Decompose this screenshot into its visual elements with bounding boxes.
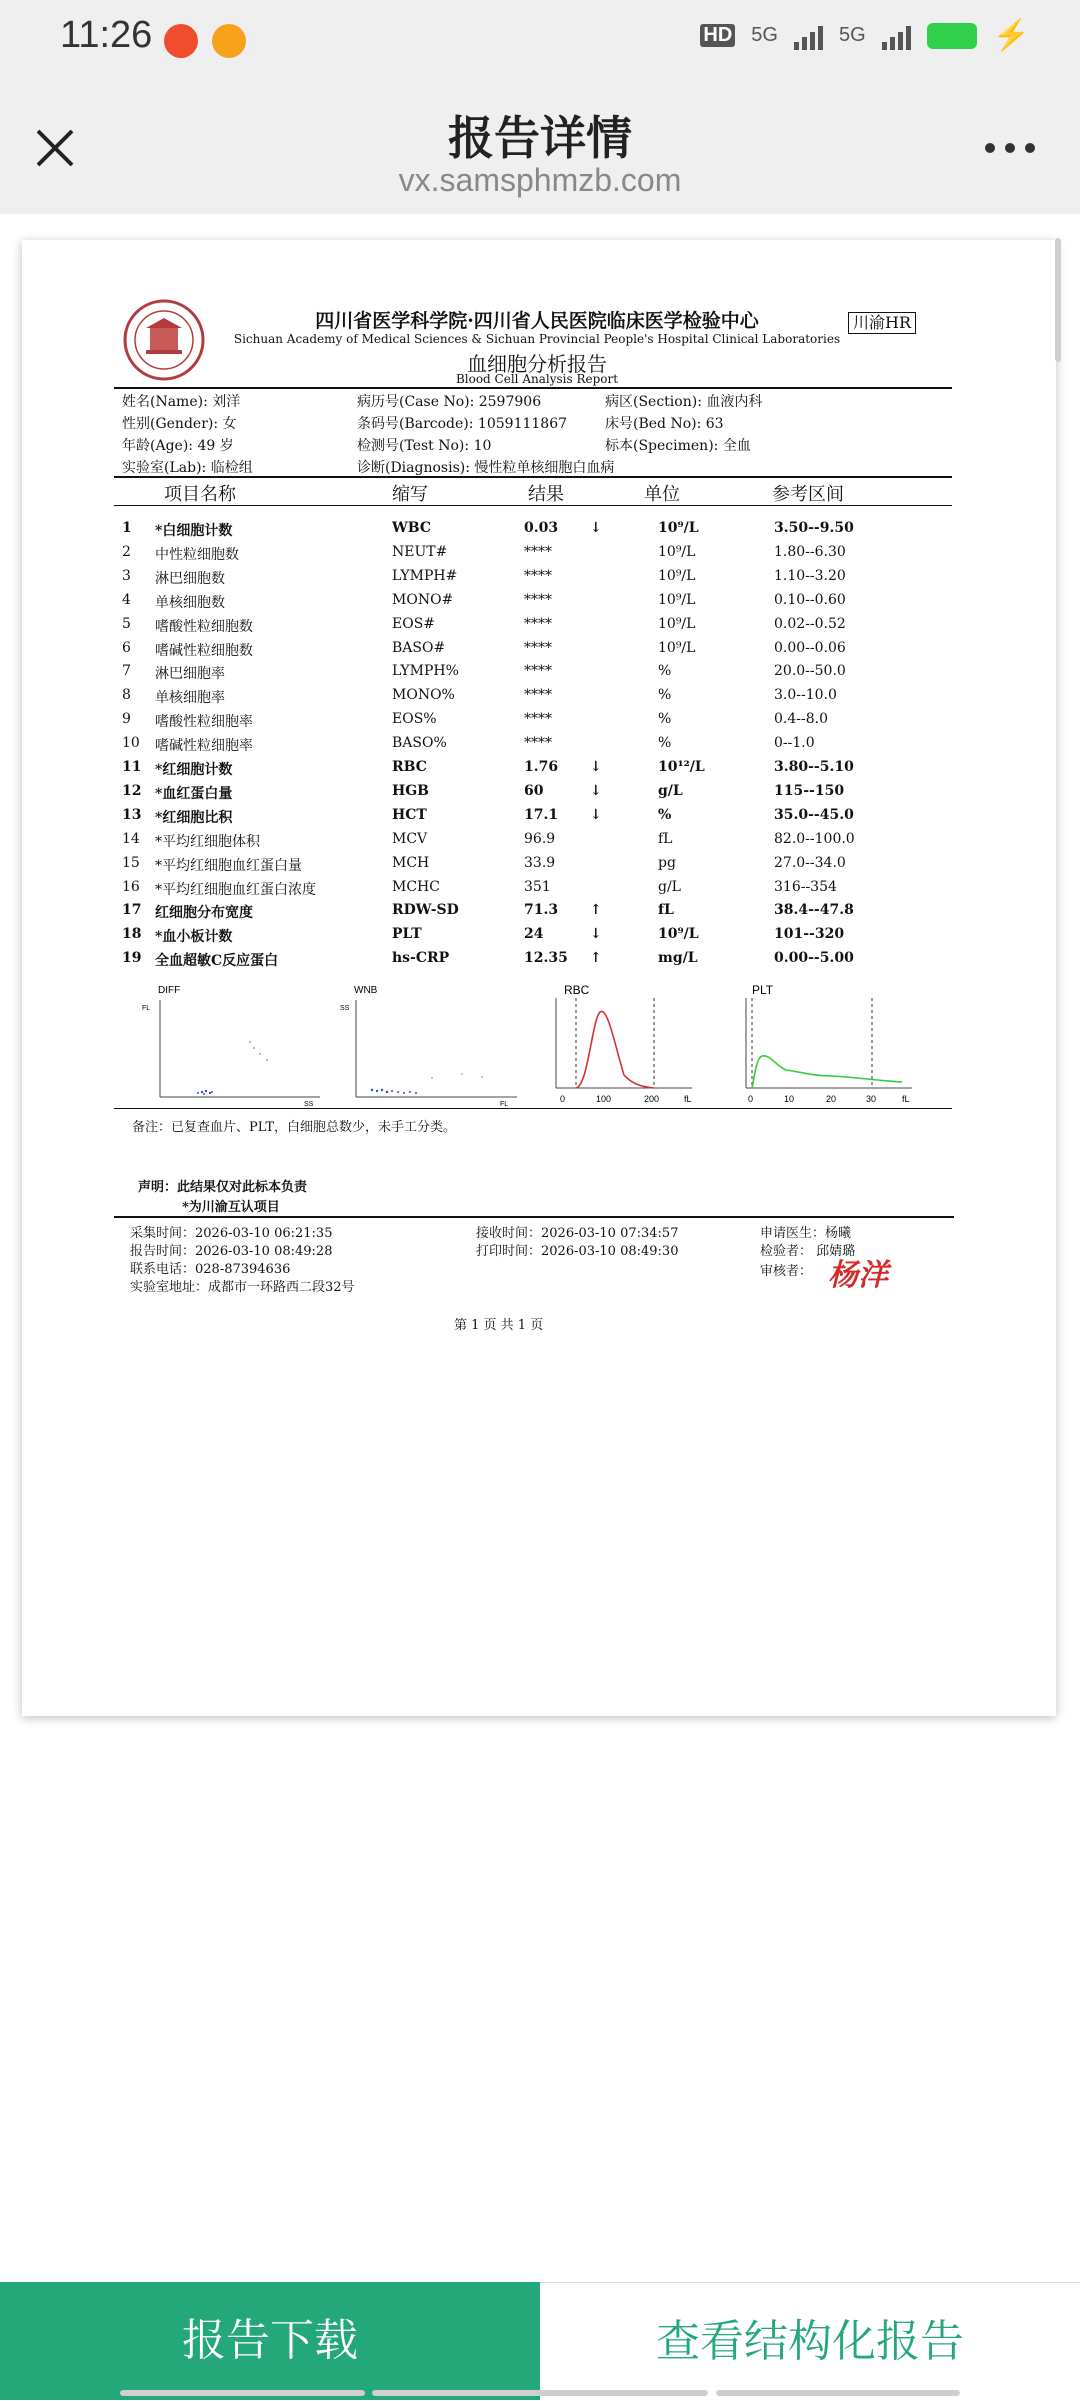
row-item-name: 嗜碱性粒细胞数 <box>155 642 253 659</box>
report-document <box>22 240 1056 1716</box>
row-item-name: 淋巴细胞率 <box>155 666 225 683</box>
row-number: 4 <box>122 591 131 608</box>
plt-tick-30: 30 <box>866 1094 877 1104</box>
signal-5g-label: 5G <box>751 24 778 46</box>
action-bar <box>0 2282 1080 2400</box>
rbc-tick-200: 200 <box>644 1094 660 1104</box>
row-ref: 3.50--9.50 <box>774 520 854 536</box>
row-number: 2 <box>122 543 131 560</box>
page-number: 第 1 页 共 1 页 <box>454 1318 544 1333</box>
status-bar <box>0 0 1080 78</box>
row-abbr: MCHC <box>392 878 440 895</box>
hd-icon: HD <box>700 24 735 47</box>
report-title-en: Blood Cell Analysis Report <box>455 372 619 386</box>
row-result: 71.3 <box>524 902 559 919</box>
row-abbr: hs-CRP <box>392 950 450 967</box>
row-abbr: RBC <box>392 759 427 775</box>
row-abbr: PLT <box>392 926 422 943</box>
signal-bars-icon <box>794 22 823 50</box>
specimen: 标本(Specimen): 全血 <box>605 438 751 454</box>
row-unit: mg/L <box>658 950 698 967</box>
row-result: **** <box>524 567 552 584</box>
row-flag: ↓ <box>590 759 602 775</box>
patient-name: 姓名(Name): 刘洋 <box>122 394 241 410</box>
row-unit: 10⁹/L <box>658 567 696 584</box>
row-result: **** <box>524 687 552 704</box>
lab: 实验室(Lab): 临检组 <box>122 460 253 476</box>
wnb-y-label: SS <box>340 1005 350 1012</box>
row-item-name: *平均红细胞血红蛋白浓度 <box>155 881 316 898</box>
rbc-tick-100: 100 <box>596 1094 612 1104</box>
row-unit: % <box>658 806 672 823</box>
row-item-name: *血小板计数 <box>155 929 233 946</box>
row-number: 5 <box>122 615 131 632</box>
row-result: **** <box>524 663 552 680</box>
rbc-tick-0: 0 <box>560 1094 566 1104</box>
row-number: 6 <box>122 639 131 656</box>
row-ref: 0.10--0.60 <box>774 591 846 608</box>
wnb-x-label: FL <box>500 1101 509 1107</box>
col-ref: 参考区间 <box>772 484 844 505</box>
title-bar <box>0 78 1080 214</box>
mutual-recognition-badge: 川渝HR <box>848 312 916 334</box>
status-indicators <box>700 18 1030 53</box>
plt-unit: fL <box>902 1094 910 1104</box>
row-unit: % <box>658 663 672 680</box>
row-ref: 35.0--45.0 <box>774 806 854 823</box>
row-abbr: BASO# <box>392 639 446 656</box>
row-number: 8 <box>122 687 131 704</box>
row-result: 96.9 <box>524 830 556 847</box>
row-item-name: 单核细胞率 <box>155 690 225 707</box>
row-ref: 20.0--50.0 <box>774 663 846 680</box>
page-title: 报告详情 <box>448 111 632 165</box>
row-unit: 10⁹/L <box>658 543 696 560</box>
row-number: 15 <box>122 854 140 871</box>
rbc-curve <box>576 1011 654 1088</box>
charging-icon: ⚡ <box>992 19 1030 52</box>
row-ref: 0.00--5.00 <box>774 950 854 967</box>
row-ref: 1.10--3.20 <box>774 567 846 584</box>
nav-indicator <box>372 2390 708 2396</box>
hospital-name-en: Sichuan Academy of Medical Sciences & Sichuan Provincial People's Hospital Clinical Laboratories <box>233 332 841 346</box>
row-item-name: *红细胞计数 <box>155 762 233 778</box>
more-options-icon[interactable] <box>980 138 1040 158</box>
row-result: 351 <box>524 878 551 895</box>
diff-label: DIFF <box>158 985 181 996</box>
row-ref: 3.80--5.10 <box>774 759 854 775</box>
report-time: 报告时间：2026-03-10 08:49:28 <box>130 1244 333 1259</box>
statement-text: 声明：此结果仅对此标本负责 <box>138 1180 308 1195</box>
row-abbr: BASO% <box>392 735 447 752</box>
row-unit: 10⁹/L <box>658 615 696 632</box>
rbc-unit: fL <box>684 1094 692 1104</box>
hospital-name-cn: 四川省医学科学院·四川省人民医院临床医学检验中心 <box>315 310 759 332</box>
row-number: 14 <box>122 830 140 847</box>
reviewer-signature: 杨洋 <box>828 1258 888 1293</box>
battery-icon <box>927 23 977 49</box>
row-ref: 27.0--34.0 <box>774 854 846 871</box>
row-ref: 115--150 <box>774 782 845 799</box>
row-item-name: *白细胞计数 <box>155 523 233 539</box>
row-unit: fL <box>658 902 674 919</box>
nav-indicator <box>120 2390 365 2396</box>
row-ref: 316--354 <box>774 878 837 895</box>
row-number: 12 <box>122 782 142 799</box>
divider <box>114 1216 954 1218</box>
plt-histogram <box>732 980 927 1110</box>
nav-indicator <box>716 2390 960 2396</box>
row-abbr: MONO% <box>392 687 455 704</box>
row-item-name: 中性粒细胞数 <box>155 546 239 563</box>
row-ref: 0.00--0.06 <box>774 639 846 656</box>
row-flag: ↑ <box>590 902 602 919</box>
report-page <box>22 240 1056 1716</box>
row-unit: g/L <box>658 878 681 895</box>
row-abbr: RDW-SD <box>392 902 459 919</box>
row-abbr: LYMPH% <box>392 663 459 680</box>
row-result: 60 <box>524 782 544 799</box>
row-result: **** <box>524 711 552 728</box>
row-number: 19 <box>122 950 142 967</box>
row-abbr: HCT <box>392 806 427 823</box>
diff-faint-points <box>249 1041 268 1061</box>
row-unit: 10¹²/L <box>658 759 705 775</box>
row-item-name: *血红蛋白量 <box>155 785 233 802</box>
row-abbr: MCV <box>392 830 428 847</box>
row-ref: 0--1.0 <box>774 735 815 752</box>
row-flag: ↓ <box>590 520 602 536</box>
plt-tick-10: 10 <box>784 1094 795 1104</box>
row-result: **** <box>524 639 552 656</box>
row-number: 13 <box>122 806 142 823</box>
row-unit: % <box>658 711 672 728</box>
row-flag: ↓ <box>590 782 602 799</box>
row-unit: g/L <box>658 782 683 799</box>
row-ref: 38.4--47.8 <box>774 902 854 919</box>
row-item-name: 淋巴细胞数 <box>155 570 225 587</box>
weibo-icon <box>212 24 246 58</box>
row-abbr: HGB <box>392 782 430 799</box>
test-no: 检测号(Test No): 10 <box>357 438 492 454</box>
barcode: 条码号(Barcode): 1059111867 <box>357 416 568 432</box>
diff-y-label: FL <box>142 1005 151 1012</box>
row-number: 7 <box>122 663 131 680</box>
col-unit: 单位 <box>644 484 680 505</box>
diagnosis: 诊断(Diagnosis): 慢性粒单核细胞白血病 <box>357 460 615 476</box>
row-ref: 101--320 <box>774 926 845 943</box>
rbc-histogram <box>532 980 727 1110</box>
wnb-scatter-points <box>371 1089 417 1094</box>
row-result: **** <box>524 591 552 608</box>
inspector: 检验者： 邱婧璐 <box>760 1244 856 1259</box>
requesting-doctor: 申请医生：杨曦 <box>760 1226 852 1241</box>
row-item-name: 嗜酸性粒细胞率 <box>155 714 253 731</box>
diff-x-label: SS <box>304 1101 314 1107</box>
row-number: 3 <box>122 567 131 584</box>
row-ref: 0.4--8.0 <box>774 711 828 728</box>
row-result: 1.76 <box>524 759 559 775</box>
divider <box>114 476 952 478</box>
wnb-scatter-chart <box>332 982 527 1107</box>
plt-tick-0: 0 <box>748 1094 754 1104</box>
wnb-faint-points <box>431 1073 483 1079</box>
row-number: 10 <box>122 735 140 752</box>
row-unit: pg <box>658 854 676 871</box>
row-result: 33.9 <box>524 854 556 871</box>
section: 病区(Section): 血液内科 <box>605 394 763 410</box>
row-unit: fL <box>658 830 673 847</box>
row-abbr: MCH <box>392 854 430 871</box>
wnb-label: WNB <box>354 985 378 996</box>
row-flag: ↓ <box>590 806 602 823</box>
patient-age: 年龄(Age): 49 岁 <box>122 438 234 454</box>
row-result: **** <box>524 615 552 632</box>
divider <box>114 505 952 506</box>
row-item-name: 嗜碱性粒细胞率 <box>155 738 253 755</box>
row-item-name: *平均红细胞体积 <box>155 833 260 850</box>
row-result: **** <box>524 735 552 752</box>
status-time: 11:26 <box>60 14 153 56</box>
lab-address: 实验室地址：成都市一环路西二段32号 <box>130 1280 355 1295</box>
row-item-name: *平均红细胞血红蛋白量 <box>155 857 302 874</box>
row-item-name: 全血超敏C反应蛋白 <box>155 953 279 970</box>
collect-time: 采集时间：2026-03-10 06:21:35 <box>130 1226 333 1241</box>
row-item-name: 红细胞分布宽度 <box>155 905 253 922</box>
row-abbr: WBC <box>392 520 431 536</box>
row-result: 12.35 <box>524 950 568 967</box>
print-time: 打印时间：2026-03-10 08:49:30 <box>476 1244 679 1259</box>
signal-5g-label-2: 5G <box>838 24 866 46</box>
row-flag: ↓ <box>590 926 602 943</box>
row-result: 17.1 <box>524 806 559 823</box>
row-unit: 10⁹/L <box>658 926 699 943</box>
diff-scatter-chart <box>132 982 327 1107</box>
app-notification-icon <box>164 24 198 58</box>
row-number: 11 <box>122 759 142 775</box>
row-ref: 82.0--100.0 <box>774 830 855 847</box>
row-item-name: 嗜酸性粒细胞数 <box>155 618 253 635</box>
remark-text: 备注：已复查血片、PLT，白细胞总数少，未手工分类。 <box>132 1120 456 1135</box>
row-item-name: 单核细胞数 <box>155 594 225 611</box>
plt-curve <box>752 1056 902 1088</box>
row-unit: 10⁹/L <box>658 639 696 656</box>
download-report-button[interactable]: 报告下载 <box>0 2282 540 2400</box>
row-result: 0.03 <box>524 520 559 536</box>
report-title-cn: 血细胞分析报告 <box>467 352 607 376</box>
row-abbr: LYMPH# <box>392 567 458 584</box>
view-structured-report-button[interactable]: 查看结构化报告 <box>540 2282 1080 2400</box>
row-number: 18 <box>122 926 142 943</box>
row-abbr: EOS# <box>392 615 436 632</box>
lab-phone: 联系电话：028-87394636 <box>130 1262 291 1277</box>
row-abbr: NEUT# <box>392 543 448 560</box>
row-unit: 10⁹/L <box>658 591 696 608</box>
hospital-seal-icon <box>122 298 206 382</box>
row-ref: 0.02--0.52 <box>774 615 846 632</box>
scrollbar-thumb[interactable] <box>1055 238 1061 362</box>
row-flag: ↑ <box>590 950 602 967</box>
case-no: 病历号(Case No): 2597906 <box>357 394 542 410</box>
row-result: 24 <box>524 926 544 943</box>
plt-tick-20: 20 <box>826 1094 837 1104</box>
row-number: 1 <box>122 520 132 536</box>
row-unit: % <box>658 687 672 704</box>
bed-no: 床号(Bed No): 63 <box>605 416 724 432</box>
reviewer: 审核者： <box>760 1264 813 1279</box>
signal-bars-icon-2 <box>882 22 911 50</box>
row-unit: % <box>658 735 672 752</box>
mutual-recognition-note: *为川渝互认项目 <box>182 1200 280 1215</box>
patient-gender: 性别(Gender): 女 <box>122 416 237 432</box>
plt-label: PLT <box>752 983 774 997</box>
col-abbr: 缩写 <box>392 484 428 505</box>
row-ref: 3.0--10.0 <box>774 687 837 704</box>
row-result: **** <box>524 543 552 560</box>
row-abbr: MONO# <box>392 591 454 608</box>
row-number: 9 <box>122 711 131 728</box>
col-item-name: 项目名称 <box>164 484 236 505</box>
rbc-label: RBC <box>564 983 590 997</box>
diff-scatter-points <box>197 1090 213 1095</box>
receive-time: 接收时间：2026-03-10 07:34:57 <box>476 1226 679 1241</box>
divider <box>114 387 952 389</box>
row-number: 17 <box>122 902 142 919</box>
row-unit: 10⁹/L <box>658 520 699 536</box>
row-number: 16 <box>122 878 140 895</box>
row-item-name: *红细胞比积 <box>155 809 233 826</box>
page-url: vx.samsphmzb.com <box>398 162 682 198</box>
divider <box>114 1108 952 1109</box>
row-abbr: EOS% <box>392 711 437 728</box>
row-ref: 1.80--6.30 <box>774 543 846 560</box>
col-result: 结果 <box>528 484 564 505</box>
